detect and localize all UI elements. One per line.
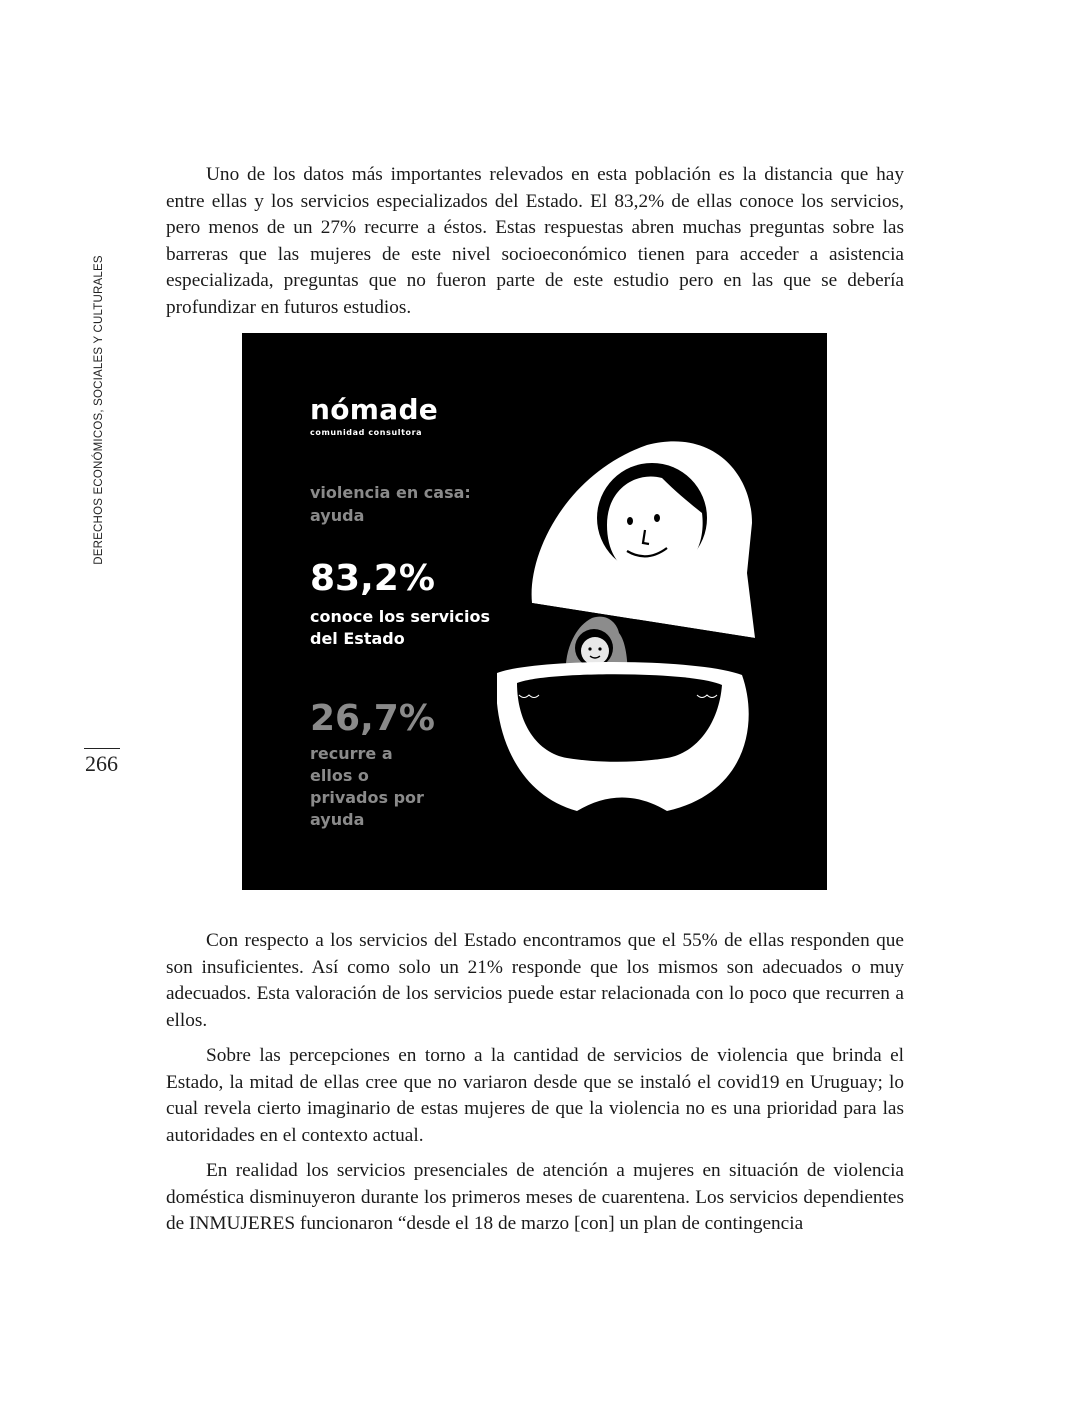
- stat-know-label: conoce los servicios del Estado: [310, 607, 490, 648]
- paragraph-top-block: [166, 162, 904, 321]
- paragraphs-bottom-block: [166, 928, 904, 1238]
- stat-use-value: 26,7%: [310, 698, 435, 739]
- paragraph: Con respecto a los servicios del Estado encontramos que el 55% de ellas responden que son insuficientes. Así como solo un 21% responde que los mismos son adecuados o muy adecuados. Esta valoración de los servicios puede estar relacionada con lo poco que recurren a ellos.: [166, 930, 904, 1031]
- page-number-rule: [84, 748, 120, 749]
- paragraph: Sobre las percepciones en torno a la cantidad de servicios de violencia que brinda el Estado, la mitad de ellas cree que no variaron desde que se instaló el covid19 en Uruguay; lo cual revela cierto imaginario de estas mujeres de que la violencia no es una prioridad para las autoridades en el contexto actual.: [166, 1045, 904, 1146]
- infographic-headline: violencia en casa: ayuda: [310, 483, 471, 525]
- stat-use-label: recurre a ellos o privados por ayuda: [310, 744, 424, 829]
- matryoshka-doll-icon: [497, 433, 807, 813]
- infographic: [242, 333, 827, 890]
- running-header: DERECHOS ECONÓMICOS, SOCIALES Y CULTURALES: [93, 255, 105, 565]
- brand-logo: nómade: [310, 393, 439, 426]
- paragraph: Uno de los datos más importantes relevados en esta población es la distancia que hay entre ellas y los servicios especializados del Estado. El 83,2% de ellas conoce los servicios, pero menos de un 27% recurre a éstos. Estas respuestas abren muchas preguntas sobre las barreras que las mujeres de este nivel socioeconómico tienen para acceder a asistencia especializada, preguntas que no fueron parte de este estudio pero en las que se debería profundizar en futuros estudios.: [166, 164, 904, 318]
- doll-bottom-half: [497, 662, 749, 811]
- brand-subtitle: comunidad consultora: [310, 428, 423, 437]
- page-number: 266: [85, 751, 118, 776]
- stat-know-value: 83,2%: [310, 558, 435, 599]
- paragraph: En realidad los servicios presenciales de atención a mujeres en situación de violencia doméstica disminuyeron durante los primeros meses de cuarentena. Los servicios dependientes de INMUJERES funcionaron “desde el 18 de marzo [con] un plan de contingencia: [166, 1160, 904, 1234]
- doll-top-half: [532, 441, 755, 643]
